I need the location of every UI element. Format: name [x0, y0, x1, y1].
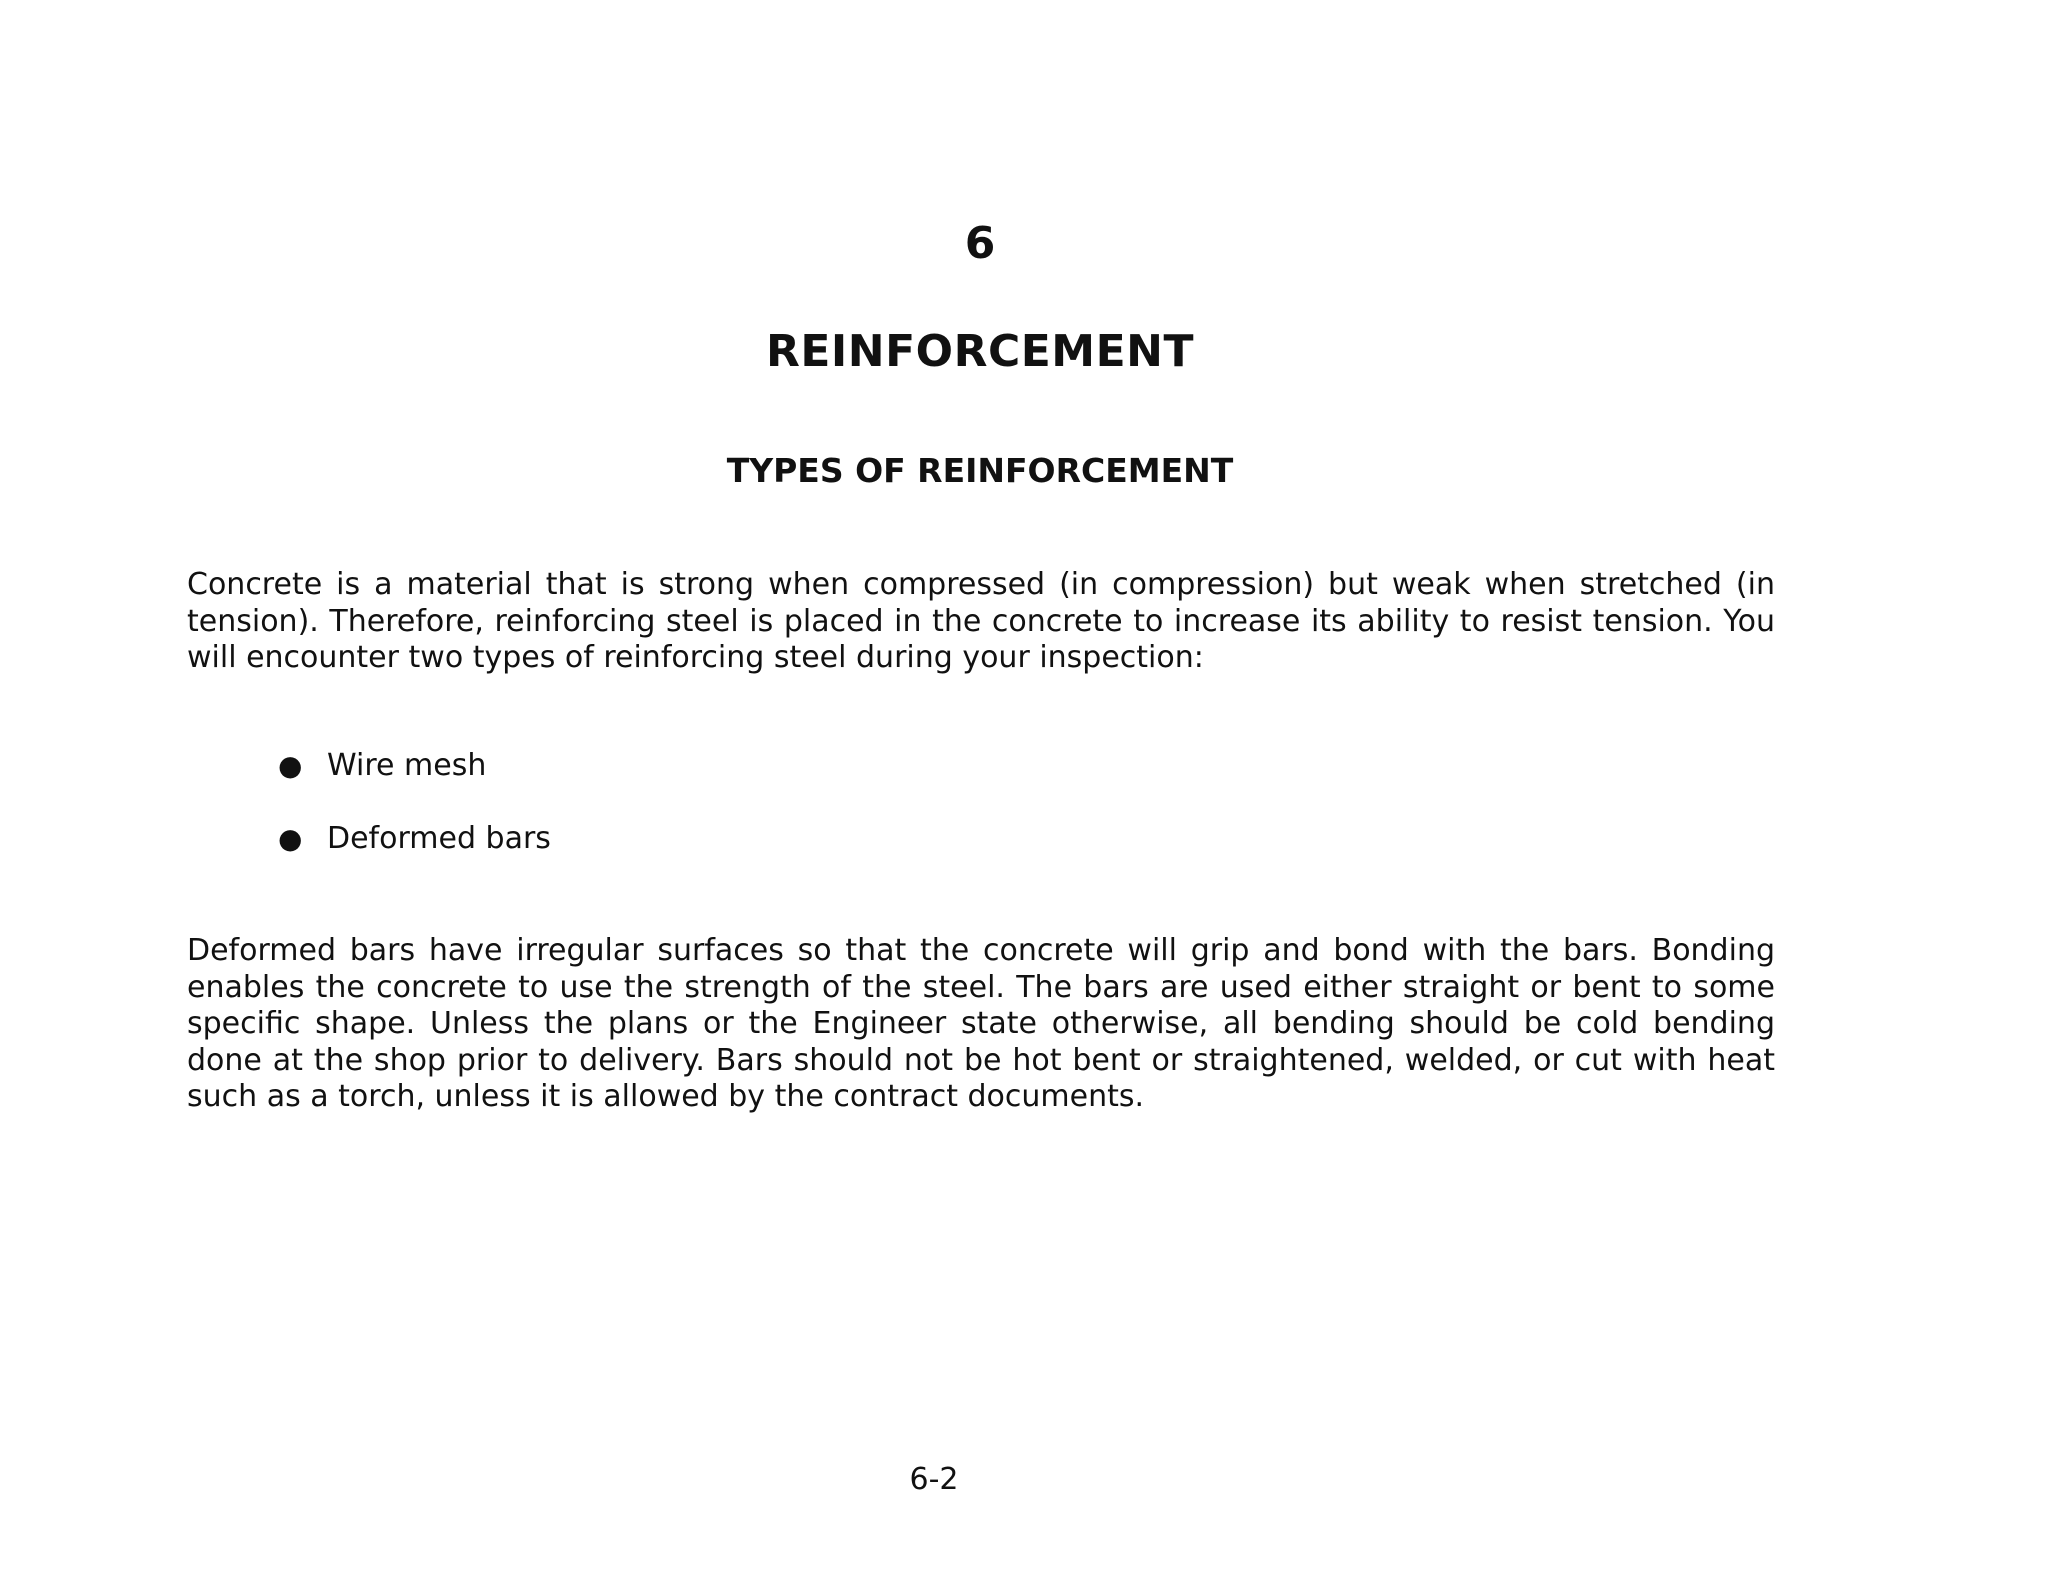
section-heading: TYPES OF REINFORCEMENT — [726, 451, 1234, 490]
list-item-label: Wire mesh — [327, 748, 487, 783]
intro-paragraph: Concrete is a material that is strong when compressed (in compression) but weak when stretched (in tension). Therefore, reinforcing steel is placed in the concrete to increase its ability to resist tension. You will encounter two types of reinforcing steel during your inspection: — [187, 567, 1775, 675]
deformed-bars-paragraph: Deformed bars have irregular surfaces so that the concrete will grip and bond with the bars. Bonding enables the concrete to use the strength of the steel. The bars are used either straight or bent to some specific shape. Unless the plans or the Engineer state otherwise, all bending should be cold bending done at the shop prior to delivery. Bars should not be hot bent or straightened, welded, or cut with heat such as a torch, unless it is allowed by the contract documents. — [187, 933, 1775, 1114]
chapter-title: REINFORCEMENT — [765, 326, 1194, 377]
page-number: 6-2 — [909, 1462, 959, 1497]
bullet-icon: ● — [278, 822, 303, 855]
bullet-icon: ● — [278, 749, 303, 782]
chapter-number: 6 — [964, 218, 996, 269]
list-item-label: Deformed bars — [327, 821, 551, 856]
